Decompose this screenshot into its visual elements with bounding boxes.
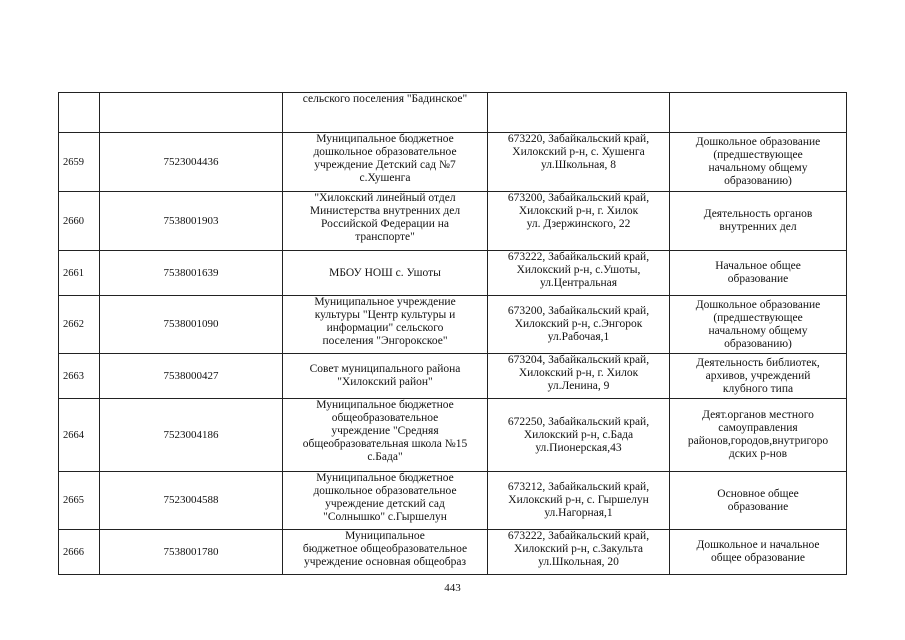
- row-number-cell: [59, 93, 100, 133]
- registry-table: [58, 92, 847, 575]
- inn-cell: 7538001090: [100, 296, 283, 354]
- activity-cell: Дошкольное образование (предшествующее начальному общему образованию): [670, 133, 847, 192]
- table-row: [59, 192, 847, 251]
- address-cell: 673220, Забайкальский край, Хилокский р-н, с. Хушенга ул.Школьная, 8: [488, 133, 670, 192]
- organization-name-cell: "Хилокский линейный отдел Министерства внутренних дел Российской Федерации на транспорте": [283, 192, 488, 251]
- inn-cell: [100, 93, 283, 133]
- organization-name-cell: Муниципальное учреждение культуры "Центр культуры и информации" сельского поселения "Энгорокское": [283, 296, 488, 354]
- organization-name-cell: Совет муниципального района "Хилокский район": [283, 354, 488, 399]
- inn-cell: 7538000427: [100, 354, 283, 399]
- table-row: [59, 472, 847, 530]
- table-row: [59, 530, 847, 575]
- activity-cell: Деят.органов местного самоуправления районов,городов,внутригоро дских р-нов: [670, 399, 847, 472]
- row-number-cell: 2659: [59, 133, 100, 192]
- activity-cell: Начальное общее образование: [670, 251, 847, 296]
- inn-cell: 7523004588: [100, 472, 283, 530]
- table-row: [59, 354, 847, 399]
- address-cell: 672250, Забайкальский край, Хилокский р-н, с.Бада ул.Пионерская,43: [488, 399, 670, 472]
- organization-name-cell: сельского поселения "Бадинское": [283, 93, 488, 133]
- page-number: 443: [444, 582, 461, 594]
- activity-cell: Дошкольное образование (предшествующее начальному общему образованию): [670, 296, 847, 354]
- row-number-cell: 2665: [59, 472, 100, 530]
- inn-cell: 7523004186: [100, 399, 283, 472]
- activity-cell: Деятельность органов внутренних дел: [670, 192, 847, 251]
- activity-cell: [670, 93, 847, 133]
- address-cell: 673222, Забайкальский край, Хилокский р-н, с.Ушоты, ул.Центральная: [488, 251, 670, 296]
- address-cell: 673212, Забайкальский край, Хилокский р-н, с. Гыршелун ул.Нагорная,1: [488, 472, 670, 530]
- organization-name-cell: Муниципальное бюджетное дошкольное образовательное учреждение детский сад "Солнышко" с.Гыршелун: [283, 472, 488, 530]
- table-row: [59, 133, 847, 192]
- address-cell: 673200, Забайкальский край, Хилокский р-н, г. Хилок ул. Дзержинского, 22: [488, 192, 670, 251]
- row-number-cell: 2660: [59, 192, 100, 251]
- organization-name-cell: Муниципальное бюджетное общеобразовательное учреждение основная общеобраз: [283, 530, 488, 575]
- address-cell: [488, 93, 670, 133]
- row-number-cell: 2664: [59, 399, 100, 472]
- table-row: [59, 93, 847, 133]
- activity-cell: Дошкольное и начальное общее образование: [670, 530, 847, 575]
- organization-name-cell: МБОУ НОШ с. Ушоты: [283, 251, 488, 296]
- row-number-cell: 2666: [59, 530, 100, 575]
- address-cell: 673200, Забайкальский край, Хилокский р-н, с.Энгорок ул.Рабочая,1: [488, 296, 670, 354]
- row-number-cell: 2663: [59, 354, 100, 399]
- organization-name-cell: Муниципальное бюджетное общеобразовательное учреждение "Средняя общеобразовательная школа №15 с.Бада": [283, 399, 488, 472]
- activity-cell: Основное общее образование: [670, 472, 847, 530]
- organization-name-cell: Муниципальное бюджетное дошкольное образовательное учреждение Детский сад №7 с.Хушенга: [283, 133, 488, 192]
- inn-cell: 7538001780: [100, 530, 283, 575]
- address-cell: 673222, Забайкальский край, Хилокский р-н, с.Закульта ул.Школьная, 20: [488, 530, 670, 575]
- activity-cell: Деятельность библиотек, архивов, учреждений клубного типа: [670, 354, 847, 399]
- inn-cell: 7523004436: [100, 133, 283, 192]
- inn-cell: 7538001639: [100, 251, 283, 296]
- table-row: [59, 296, 847, 354]
- table-row: [59, 399, 847, 472]
- table-row: [59, 251, 847, 296]
- inn-cell: 7538001903: [100, 192, 283, 251]
- row-number-cell: 2662: [59, 296, 100, 354]
- row-number-cell: 2661: [59, 251, 100, 296]
- address-cell: 673204, Забайкальский край, Хилокский р-н, г. Хилок ул.Ленина, 9: [488, 354, 670, 399]
